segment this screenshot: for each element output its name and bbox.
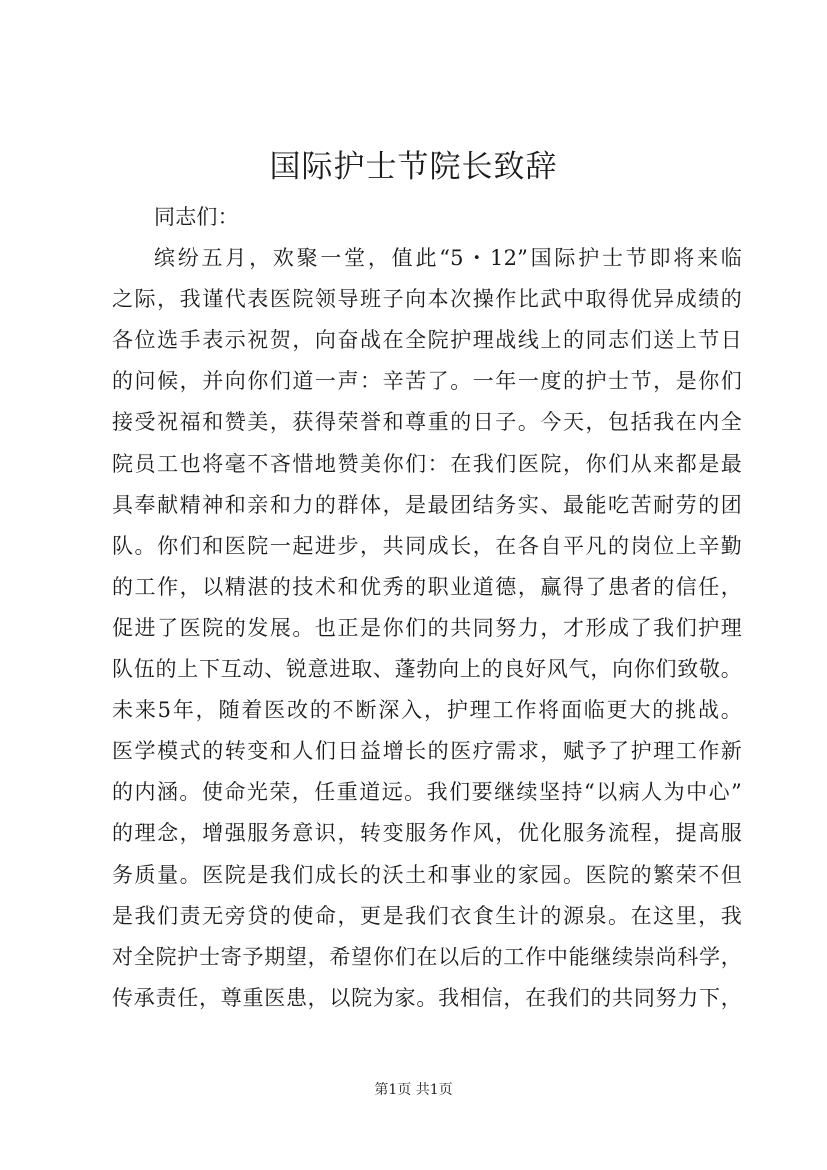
paragraph-line: 的问候，并向你们道一声：辛苦了。一年一度的护士节，是你们 [112,369,742,394]
paragraph-line: 各位选手表示祝贺，向奋战在全院护理战线上的同志们送上节日 [112,328,742,353]
paragraph-line: 医学模式的转变和人们日益增长的医疗需求，赋予了护理工作新 [112,739,742,764]
paragraph-line: 的工作，以精湛的技术和优秀的职业道德，赢得了患者的信任， [112,574,742,599]
paragraph-line: 的内涵。使命光荣，任重道远。我们要继续坚持“以病人为中心” [112,780,742,805]
paragraph-line: 的理念，增强服务意识，转变服务作风，优化服务流程，提高服 [112,821,742,846]
paragraph-line: 促进了医院的发展。也正是你们的共同努力，才形成了我们护理 [112,615,742,640]
salutation: 同志们： [154,205,239,229]
paragraph-line: 传承责任，尊重医患，以院为家。我相信，在我们的共同努力下， [112,985,742,1010]
paragraph-line: 队。你们和医院一起进步，共同成长，在各自平凡的岗位上辛勤 [112,533,742,558]
paragraph-line: 具奉献精神和亲和力的群体，是最团结务实、最能吃苦耐劳的团 [112,492,742,517]
paragraph-line: 未来5年，随着医改的不断深入，护理工作将面临更大的挑战。 [112,698,742,723]
paragraph-line: 之际，我谨代表医院领导班子向本次操作比武中取得优异成绩的 [112,287,742,312]
paragraph-line: 队伍的上下互动、锐意进取、蓬勃向上的良好风气，向你们致敬。 [112,657,742,682]
paragraph-line: 院员工也将毫不吝惜地赞美你们：在我们医院，你们从来都是最 [112,451,742,476]
document-title: 国际护士节院长致辞 [269,149,558,185]
document-body [112,197,742,1019]
paragraph-line: 务质量。医院是我们成长的沃土和事业的家园。医院的繁荣不但 [112,862,742,887]
paragraph-line: 是我们责无旁贷的使命，更是我们衣食生计的源泉。在这里，我 [112,903,742,928]
page-number-footer: 第1页 共1页 [374,1082,453,1098]
paragraph-line: 接受祝福和赞美，获得荣誉和尊重的日子。今天，包括我在内全 [112,410,742,435]
paragraph-line: 对全院护士寄予期望，希望你们在以后的工作中能继续崇尚科学， [112,944,742,969]
paragraph-line: 缤纷五月，欢聚一堂，值此“5・12”国际护士节即将来临 [154,246,742,271]
